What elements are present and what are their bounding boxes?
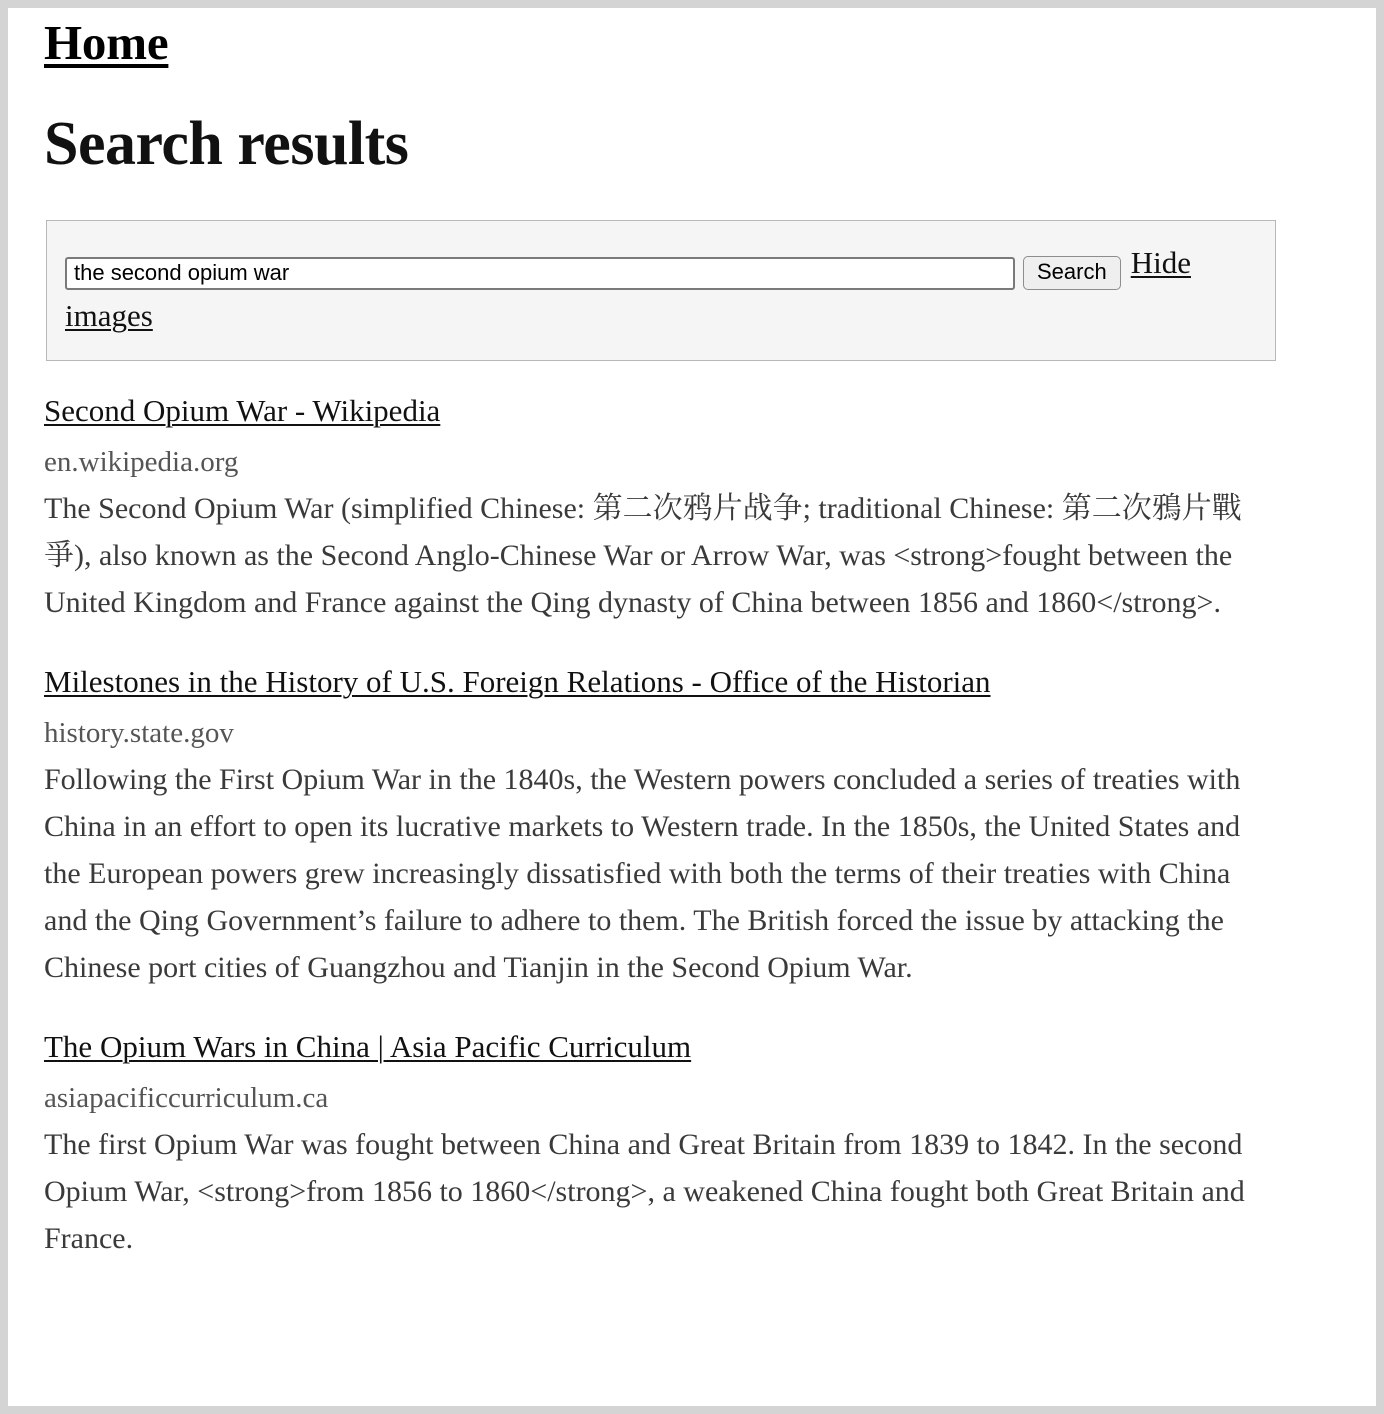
- result-snippet: The first Opium War was fought between China and Great Britain from 1839 to 1842. In the second Opium War, <strong>from 1856 to 1860</strong>, a weakened China fought both Great Britain and France.: [44, 1128, 1245, 1255]
- page-title: Search results: [44, 110, 409, 178]
- result-url: en.wikipedia.org: [44, 446, 239, 478]
- breadcrumb: [44, 8, 1340, 70]
- result-title-link[interactable]: Second Opium War - Wikipedia: [44, 393, 441, 428]
- result-snippet: Following the First Opium War in the 1840s, the Western powers concluded a series of treaties with China in an effort to open its lucrative markets to Western trade. In the 1850s, the United States and the European powers grew increasingly dissatisfied with both the terms of their treaties with China and the Qing Government’s failure to adhere to them. The British forced the issue by attacking the Chinese port cities of Guangzhou and Tianjin in the Second Opium War.: [44, 763, 1241, 984]
- page-inner: [8, 8, 1376, 1262]
- results-list: [44, 389, 1340, 1262]
- result-title-line: [44, 660, 1340, 710]
- result-item: [44, 1025, 1340, 1262]
- search-form: [46, 220, 1276, 361]
- home-link[interactable]: Home: [44, 15, 169, 70]
- search-input[interactable]: [65, 257, 1015, 290]
- result-url: asiapacificcurriculum.ca: [44, 1082, 329, 1114]
- result-item: [44, 660, 1340, 991]
- result-url: history.state.gov: [44, 717, 234, 749]
- search-button[interactable]: Search: [1023, 256, 1121, 290]
- hide-images-link[interactable]: Hide images: [65, 245, 1191, 333]
- result-title-line: [44, 1025, 1340, 1075]
- result-title-line: [44, 389, 1340, 439]
- result-title-link[interactable]: Milestones in the History of U.S. Foreign Relations - Office of the Historian: [44, 664, 991, 699]
- result-title-link[interactable]: The Opium Wars in China | Asia Pacific Curriculum: [44, 1029, 692, 1064]
- result-item: [44, 389, 1340, 626]
- result-snippet: The Second Opium War (simplified Chinese: 第二次鸦片战争; traditional Chinese: 第二次鴉片戰爭), also known as the Second Anglo-Chinese War or Arrow War, was <strong>fought between the United Kingdom and France against the Qing dynasty of China between 1856 and 1860</strong>.: [44, 492, 1242, 619]
- search-row: [65, 237, 1257, 342]
- page-container: [8, 8, 1376, 1406]
